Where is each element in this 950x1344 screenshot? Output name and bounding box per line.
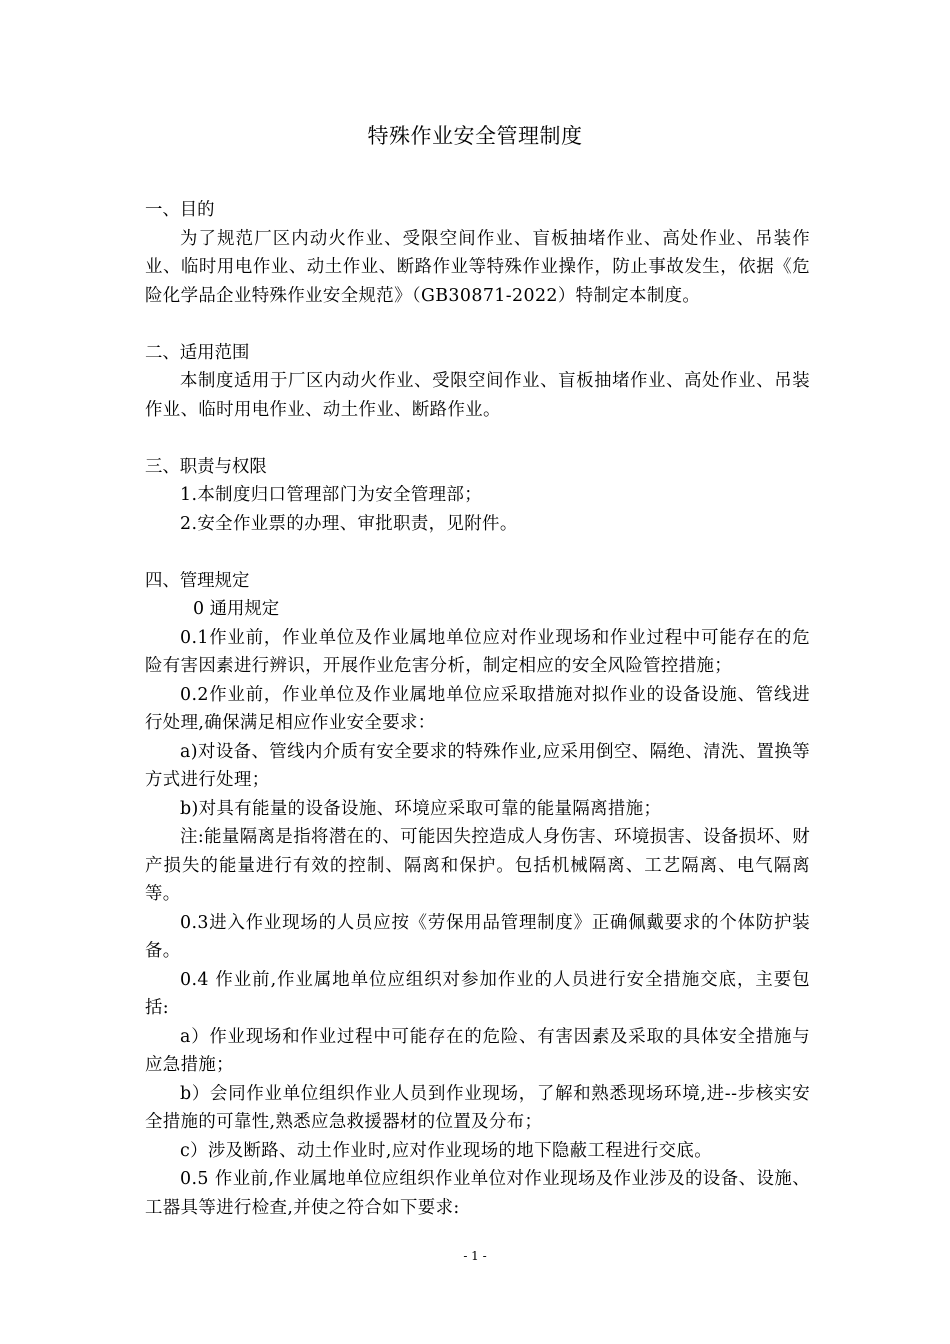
rule-0-4-a: a）作业现场和作业过程中可能存在的危险、有害因素及采取的具体安全措施与应急措施； [145, 1026, 810, 1075]
section-heading-purpose: 一、目的 [145, 200, 215, 220]
section-heading-duties: 三、职责与权限 [145, 456, 267, 477]
section-gap [145, 310, 810, 339]
rule-0-2-note: 注:能量隔离是指将潜在的、可能因失控造成人身伤害、环境损害、设备损坏、财产损失的能量进行有效的控制、隔离和保护。包括机械隔离、工艺隔离、电气隔离等。 [145, 827, 810, 904]
rule-0-2: 0.2作业前，作业单位及作业属地单位应采取措施对拟作业的设备设施、管线进行处理,确保满足相应作业安全要求： [145, 684, 810, 733]
document-title: 特殊作业安全管理制度 [367, 124, 583, 148]
section-heading-rules: 四、管理规定 [145, 570, 250, 591]
rule-0-4: 0.4 作业前,作业属地单位应组织对参加作业的人员进行安全措施交底，主要包括: [145, 969, 810, 1018]
rule-0-3: 0.3进入作业现场的人员应按《劳保用品管理制度》正确佩戴要求的个体防护装备。 [145, 912, 810, 961]
rule-0-4-c: c）涉及断路、动土作业时,应对作业现场的地下隐蔽工程进行交底。 [180, 1140, 712, 1161]
page-number: - 1 - [463, 1249, 487, 1263]
duties-item-1: 1.本制度归口管理部门为安全管理部； [180, 485, 483, 505]
purpose-paragraph: 为了规范厂区内动火作业、受限空间作业、盲板抽堵作业、高处作业、吊装作业、临时用电作业、动土作业、断路作业等特殊作业操作，防止事故发生，依据《危险化学品企业特殊作业安全规范》（GB30871-2022）特制定本制度。 [145, 228, 810, 306]
scope-paragraph: 本制度适用于厂区内动火作业、受限空间作业、盲板抽堵作业、高处作业、吊装作业、临时用电作业、动土作业、断路作业。 [145, 371, 810, 420]
rule-0-1: 0.1作业前，作业单位及作业属地单位应对作业现场和作业过程中可能存在的危险有害因素进行辨识，开展作业危害分析，制定相应的安全风险管控措施； [145, 627, 810, 676]
section-gap [145, 538, 810, 567]
rule-0-2-b: b)对具有能量的设备设施、环境应采取可靠的能量隔离措施； [180, 798, 662, 819]
rule-0-2-a: a)对设备、管线内介质有安全要求的特殊作业,应采用倒空、隔绝、清洗、置换等方式进行处理； [145, 741, 810, 790]
duties-item-2: 2.安全作业票的办理、审批职责，见附件。 [180, 513, 518, 534]
document-body [145, 196, 810, 1222]
rules-subheading-general: 0 通用规定 [193, 599, 280, 619]
section-gap [145, 424, 810, 453]
section-heading-scope: 二、适用范围 [145, 342, 250, 363]
rule-0-4-b: b）会同作业单位组织作业人员到作业现场，了解和熟悉现场环境,进--步核实安全措施的可靠性,熟悉应急救援器材的位置及分布； [145, 1083, 810, 1132]
rule-0-5: 0.5 作业前,作业属地单位应组织作业单位对作业现场及作业涉及的设备、设施、工器具等进行检查,并使之符合如下要求: [145, 1169, 810, 1218]
